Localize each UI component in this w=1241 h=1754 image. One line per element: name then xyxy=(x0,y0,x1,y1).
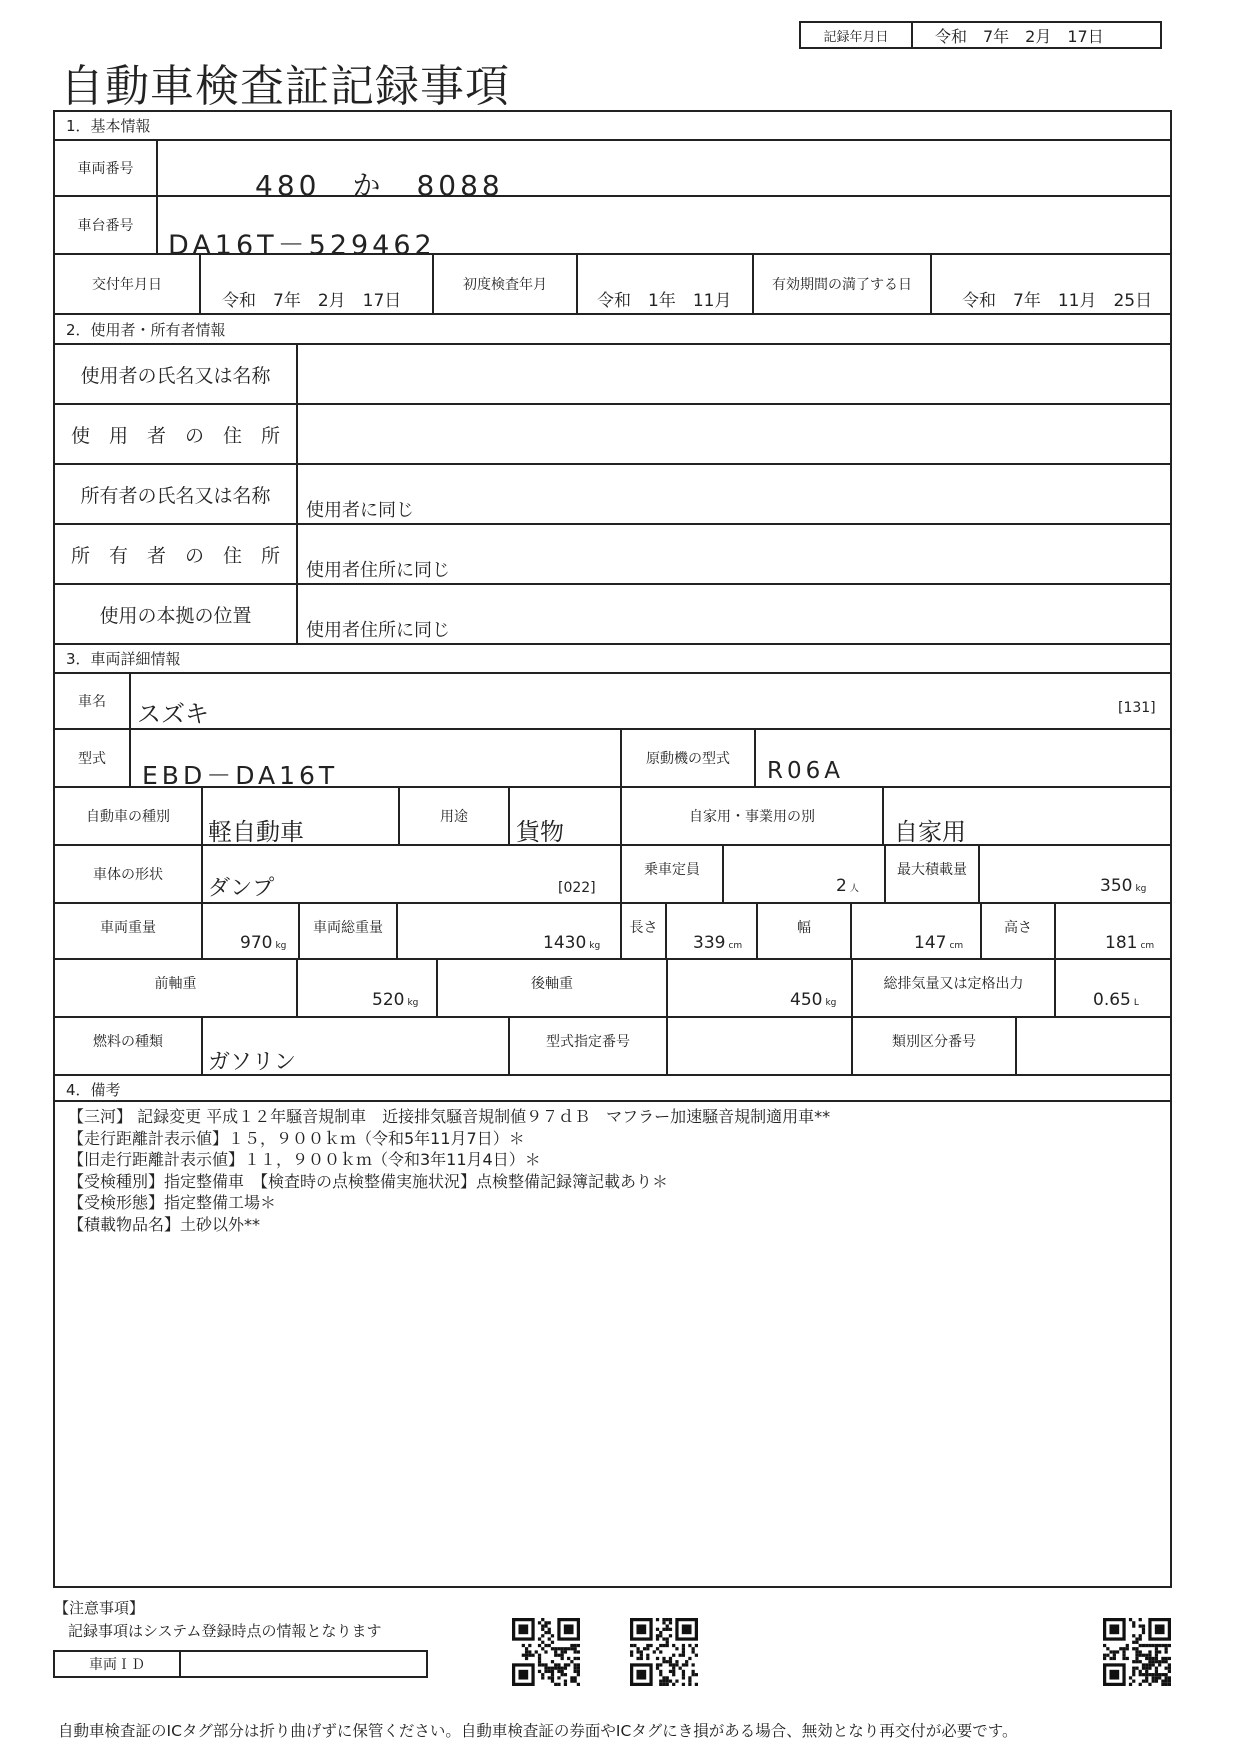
issue-date-value: 令和 7年 2月 17日 xyxy=(222,291,402,311)
gross-weight-number: 1430 xyxy=(543,933,587,953)
weight-value xyxy=(240,933,286,953)
section4-heading: 4．備考 xyxy=(66,1081,121,1099)
displacement-number: 0.65 xyxy=(1093,990,1131,1010)
capacity-unit: 人 xyxy=(849,884,859,894)
section1-heading: 1．基本情報 xyxy=(66,117,151,135)
front-axle-label: 前軸重 xyxy=(154,976,197,992)
base-loc-value: 使用者住所に同じ xyxy=(306,620,450,641)
page-title: 自動車検査証記録事項 xyxy=(60,61,510,112)
length-value xyxy=(693,933,742,953)
front-axle-number: 520 xyxy=(372,990,405,1010)
displacement-label: 総排気量又は定格出力 xyxy=(883,976,1024,992)
vehicle-no-value: 480 か 8088 xyxy=(255,169,504,202)
notes-heading: 【注意事項】 xyxy=(54,1599,145,1617)
remarks-list xyxy=(68,1106,1158,1235)
body-shape-value: ダンプ xyxy=(208,876,275,901)
width-unit: cm xyxy=(949,941,964,951)
engine-model-value: R06A xyxy=(767,758,844,784)
notes-text: 記録事項はシステム登録時点の情報となります xyxy=(68,1622,382,1640)
vehicle-id-label: 車両ＩＤ xyxy=(89,1657,145,1673)
engine-model-label: 原動機の型式 xyxy=(646,751,730,767)
user-name-label: 使用者の氏名又は名称 xyxy=(80,364,271,387)
first-reg-label: 初度検査年月 xyxy=(463,277,547,293)
model-label: 型式 xyxy=(78,751,106,767)
qr-code-3 xyxy=(1103,1618,1171,1686)
remark-line: 【三河】 記録変更 平成１２年騒音規制車 近接排気騒音規制値９７ｄＢ マフラー加速騒音規制適用車** xyxy=(68,1107,831,1126)
rear-axle-label: 後軸重 xyxy=(531,976,573,992)
length-number: 339 xyxy=(693,933,726,953)
remark-line: 【受検種別】指定整備車 【検査時の点検整備実施状況】点検整備記録簿記載あり＊ xyxy=(68,1171,669,1191)
displacement-unit: L xyxy=(1133,998,1139,1008)
height-unit: cm xyxy=(1140,941,1155,951)
displacement-value xyxy=(1093,990,1139,1010)
owner-addr-value: 使用者住所に同じ xyxy=(306,560,450,581)
owner-name-value: 使用者に同じ xyxy=(306,500,414,521)
section3-heading: 3．車両詳細情報 xyxy=(66,650,181,668)
capacity-value xyxy=(836,876,859,896)
make-code: [131] xyxy=(1118,700,1156,716)
section2-heading: 2．使用者・所有者情報 xyxy=(66,321,226,339)
height-value xyxy=(1105,933,1154,953)
rear-axle-unit: kg xyxy=(825,998,837,1008)
capacity-number: 2 xyxy=(836,876,847,896)
first-reg-value: 令和 1年 11月 xyxy=(597,291,732,311)
fuel-value: ガソリン xyxy=(208,1050,297,1075)
fuel-label: 燃料の種類 xyxy=(93,1034,163,1050)
body-shape-code: [022] xyxy=(558,880,596,896)
usage-value: 貨物 xyxy=(516,818,564,846)
vehicle-kind-label: 自動車の種別 xyxy=(86,809,170,825)
gross-weight-value xyxy=(543,933,600,953)
issue-date-label: 交付年月日 xyxy=(92,277,162,293)
make-value: スズキ xyxy=(137,700,209,728)
length-unit: cm xyxy=(728,941,743,951)
capacity-label: 乗車定員 xyxy=(644,862,700,878)
owner-name-label: 所有者の氏名又は名称 xyxy=(80,484,271,507)
rear-axle-number: 450 xyxy=(790,990,823,1010)
footer-notice: 自動車検査証のICタグ部分は折り曲げずに保管ください。自動車検査証の券面やICタグにき損がある場合、無効となり再交付が必要です。 xyxy=(58,1722,1018,1740)
base-loc-label: 使用の本拠の位置 xyxy=(99,604,252,627)
remark-line: 【積載物品名】土砂以外** xyxy=(68,1214,261,1234)
weight-label: 車両重量 xyxy=(100,920,156,936)
height-number: 181 xyxy=(1105,933,1138,953)
record-date-value: 令和 7年 2月 17日 xyxy=(935,27,1104,46)
expiry-value: 令和 7年 11月 25日 xyxy=(962,291,1153,311)
front-axle-value xyxy=(372,990,418,1010)
make-label: 車名 xyxy=(78,694,106,710)
width-number: 147 xyxy=(914,933,947,953)
remark-line: 【受検形態】指定整備工場＊ xyxy=(68,1193,277,1212)
chassis-no-label: 車台番号 xyxy=(77,218,134,234)
user-addr-label: 使 用 者 の 住 所 xyxy=(70,424,280,447)
record-date-label: 記録年月日 xyxy=(823,29,889,45)
length-label: 長さ xyxy=(629,920,658,936)
body-shape-label: 車体の形状 xyxy=(93,867,163,883)
category-no-label: 類別区分番号 xyxy=(892,1034,976,1050)
model-value: EBD－DA16T xyxy=(142,761,339,790)
front-axle-unit: kg xyxy=(407,998,419,1008)
chassis-no-value: DA16T－529462 xyxy=(168,230,436,261)
weight-unit: kg xyxy=(275,941,287,951)
height-label: 高さ xyxy=(1004,920,1032,936)
vehicle-no-label: 車両番号 xyxy=(77,161,134,177)
expiry-label: 有効期間の満了する日 xyxy=(772,277,912,293)
owner-addr-label: 所 有 者 の 住 所 xyxy=(70,544,280,567)
max-load-label: 最大積載量 xyxy=(897,862,967,878)
max-load-unit: kg xyxy=(1135,884,1147,894)
remark-line: 【走行距離計表示値】１５，９００ｋｍ（令和5年11月7日）＊ xyxy=(68,1128,525,1148)
rear-axle-value xyxy=(790,990,836,1010)
type-designation-label: 型式指定番号 xyxy=(546,1034,630,1050)
remark-line: 【旧走行距離計表示値】１１，９００ｋｍ（令和3年11月4日）＊ xyxy=(68,1150,541,1169)
width-label: 幅 xyxy=(797,920,811,936)
private-business-value: 自家用 xyxy=(894,818,966,846)
max-load-number: 350 xyxy=(1100,876,1133,896)
vehicle-no-row xyxy=(53,139,1172,197)
weight-number: 970 xyxy=(240,933,273,953)
max-load-value xyxy=(1100,876,1146,896)
qr-code-2 xyxy=(630,1618,698,1686)
qr-code-1 xyxy=(512,1618,580,1686)
usage-label: 用途 xyxy=(440,809,468,825)
vehicle-kind-value: 軽自動車 xyxy=(208,818,304,846)
gross-weight-unit: kg xyxy=(589,941,601,951)
make-row xyxy=(53,672,1172,730)
width-value xyxy=(914,933,963,953)
gross-weight-label: 車両総重量 xyxy=(313,920,383,936)
private-business-label: 自家用・事業用の別 xyxy=(689,809,815,825)
